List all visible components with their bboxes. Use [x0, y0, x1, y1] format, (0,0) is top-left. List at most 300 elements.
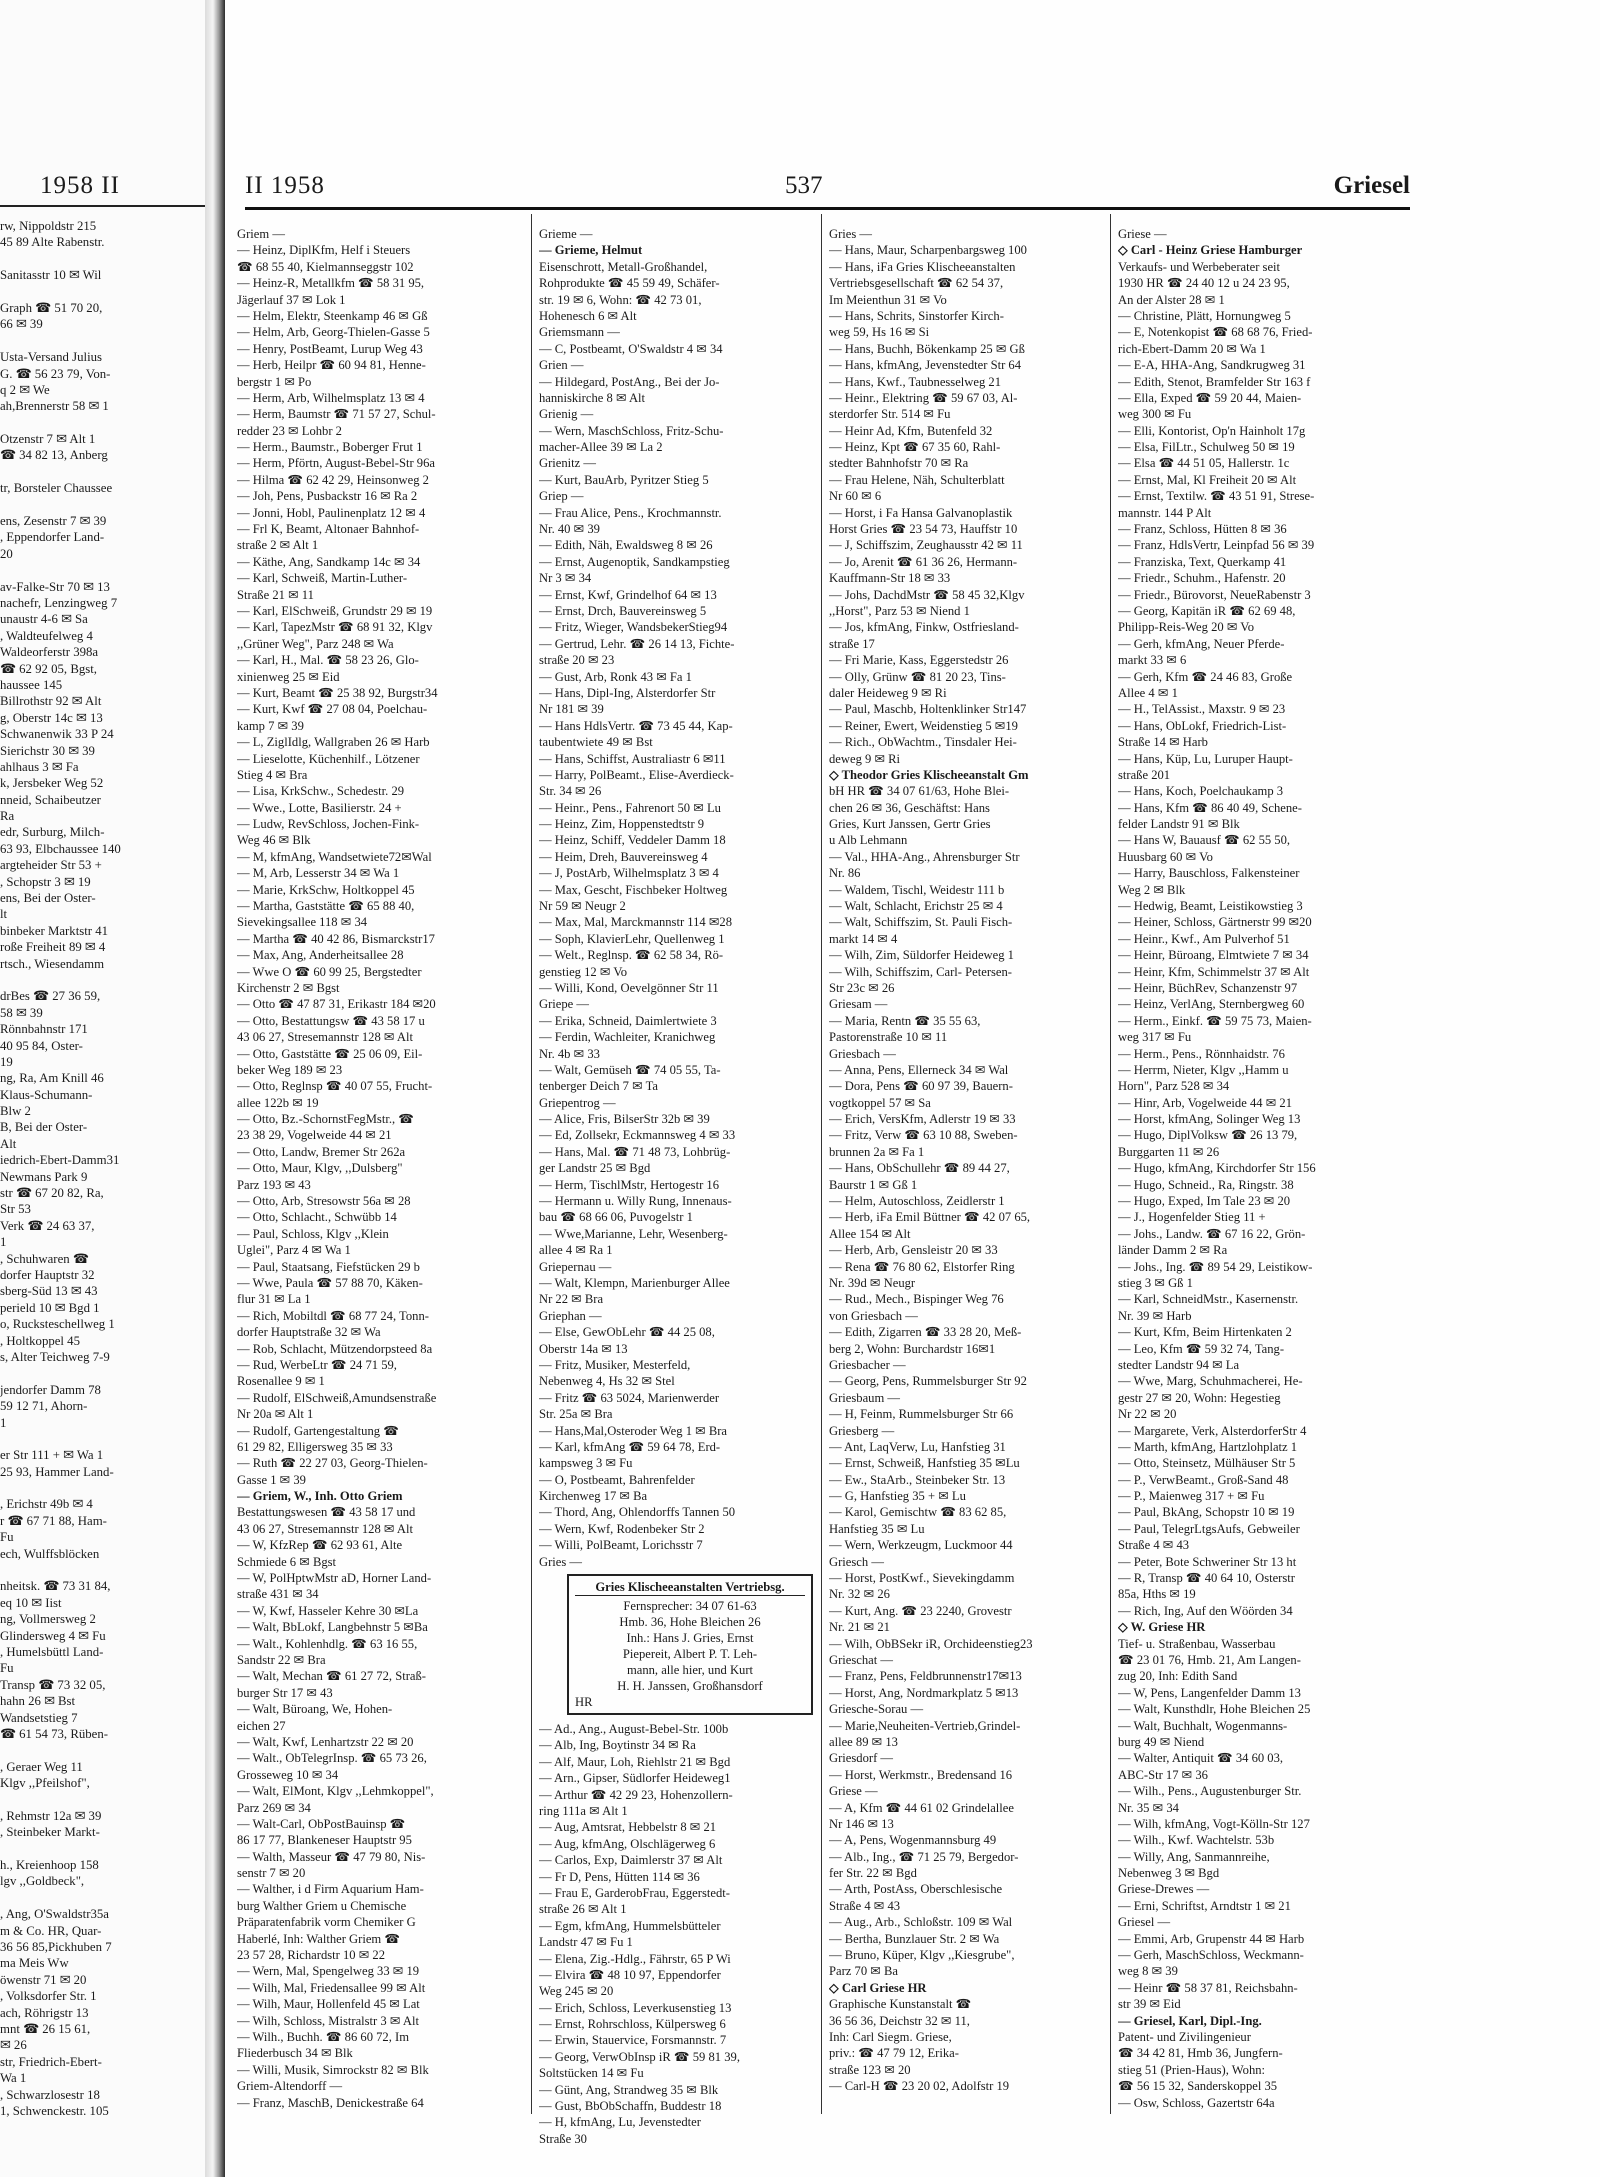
directory-line: ◇ Carl Griese HR [829, 1980, 927, 1995]
directory-line: — Otto, Bestattungsw ☎ 43 58 17 u [237, 1013, 425, 1028]
directory-line: — J., Hogenfelder Stieg 11 + [1118, 1210, 1266, 1225]
page-number: 537 [785, 172, 823, 199]
directory-line: — Karl, TapezMstr ☎ 68 91 32, Klgv [237, 620, 433, 635]
directory-line: — R, Transp ☎ 40 64 10, Osterstr [1118, 1571, 1295, 1586]
directory-line: — Karol, Gemischtw ☎ 83 62 85, [829, 1505, 1007, 1520]
directory-line: — Horst, PostKwf., Sievekingdamm [829, 1571, 1015, 1586]
directory-line: — Paul, BkAng, Schopstr 10 ✉ 19 [1118, 1505, 1295, 1520]
directory-line: — Erich, Schloss, Leverkusenstieg 13 [539, 2000, 732, 2015]
directory-line: ABC-Str 17 ✉ 36 [1118, 1767, 1208, 1782]
directory-line: — Egm, kfmAng, Hummelsbütteler [539, 1918, 721, 1933]
directory-line: — Ernst, Drch, Bauvereinsweg 5 [539, 603, 707, 618]
directory-line: Nr. 39 ✉ Harb [1118, 1308, 1192, 1323]
directory-line: Griesbach — [829, 1046, 896, 1061]
directory-line: — Wilh, Schloss, Mistralstr 3 ✉ Alt [237, 2013, 419, 2028]
directory-line: Waldeorferstr 398a [0, 645, 99, 660]
directory-line: Gasse 1 ✉ 39 [237, 1472, 306, 1487]
directory-line: — Hans W, Bauausf ☎ 62 55 50, [1118, 833, 1291, 848]
directory-line: rw, Nippoldstr 215 [0, 219, 97, 233]
directory-line: , Humelsbüttl Land- [0, 1644, 104, 1659]
directory-line: , Ang, O'Swaldstr35a [0, 1907, 109, 1922]
directory-line: vogtkoppel 57 ✉ Sa [829, 1095, 931, 1110]
directory-line: bergstr 1 ✉ Po [237, 374, 312, 389]
directory-line: — Heinr., Kwf., Am Pulverhof 51 [1118, 931, 1290, 946]
directory-line: ◇ W. Griese HR [1118, 1620, 1206, 1635]
directory-line: 23 38 29, Vogelweide 44 ✉ 21 [237, 1128, 392, 1143]
directory-line: — Ew., StaArb., Steinbeker Str. 13 [829, 1472, 1006, 1487]
directory-line: — Rich, Mobiltdl ☎ 68 77 24, Tonn- [237, 1308, 429, 1323]
directory-line: — Walter, Antiquit ☎ 34 60 03, [1118, 1751, 1284, 1766]
directory-line: eq 10 ✉ Iist [0, 1595, 62, 1610]
directory-line: — Frau Helene, Näh, Schulterblatt [829, 472, 1005, 487]
directory-line: — Soph, KlavierLehr, Quellenweg 1 [539, 931, 725, 946]
directory-line: — Wilh., Kwf. Wachtelstr. 53b [1118, 1833, 1275, 1848]
directory-line: Str. 34 ✉ 26 [539, 784, 602, 799]
directory-line: priv.: ☎ 47 79 12, Erika- [829, 2046, 959, 2061]
directory-line: — Walt, Kunsthdlr, Hohe Bleichen 25 [1118, 1702, 1311, 1717]
directory-line: Sierichstr 30 ✉ 39 [0, 743, 95, 758]
directory-page [225, 0, 1600, 2177]
directory-line: — Herm, Baumstr ☎ 71 57 27, Schul- [237, 407, 436, 422]
directory-line: ma Meis Ww [0, 1956, 69, 1971]
directory-line: — Wilh, Schiffszim, Carl- Petersen- [829, 964, 1013, 979]
directory-line: — Walth, Masseur ☎ 47 79 80, Nis- [237, 1849, 426, 1864]
directory-line: — Walt-Carl, ObPostBauinsp ☎ [237, 1816, 406, 1831]
directory-line: — Hans, Schrits, Sinstorfer Kirch- [829, 308, 1004, 323]
book-gutter [205, 0, 225, 2177]
directory-line: edr, Surburg, Milch- [0, 825, 105, 840]
directory-line: — Hugo, Schneid., Ra, Ringstr. 38 [1118, 1177, 1294, 1192]
directory-line: Rosenallee 9 ✉ 1 [237, 1374, 325, 1389]
directory-line: — Fritz ☎ 63 5024, Marienwerder [539, 1390, 720, 1405]
directory-line: Weg 46 ✉ Blk [237, 833, 311, 848]
directory-line: Blw 2 [0, 1104, 31, 1119]
directory-line: — Herb, iFa Emil Büttner ☎ 42 07 65, [829, 1210, 1031, 1225]
directory-line: str, Friedrich-Ebert- [0, 2054, 102, 2069]
directory-line: — Hans, kfmAng, Jevenstedter Str 64 [829, 358, 1022, 373]
left-page-header: 1958 II [40, 172, 120, 199]
directory-line [0, 284, 200, 300]
directory-line: 85a, Hths ✉ 19 [1118, 1587, 1196, 1602]
directory-line: deweg 9 ✉ Ri [829, 751, 901, 766]
directory-line: 61 29 82, Elligersweg 35 ✉ 33 [237, 1439, 393, 1454]
directory-line: — Frl K, Beamt, Altonaer Bahnhof- [237, 522, 420, 537]
directory-line: genstieg 12 ✉ Vo [539, 964, 628, 979]
directory-line: Gries — [539, 1554, 583, 1569]
directory-line: Griep — [539, 489, 584, 504]
directory-line: — Elli, Kontorist, Op'n Hainholt 17g [1118, 423, 1306, 438]
directory-line: — H., TelAssist., Maxstr. 9 ✉ 23 [1118, 702, 1286, 717]
directory-line: Nr. 35 ✉ 34 [1118, 1800, 1179, 1815]
directory-line: Horst Gries ☎ 23 54 73, Hauffstr 10 [829, 522, 1018, 537]
directory-line: sterdorfer Str. 514 ✉ Fu [829, 407, 951, 422]
directory-line: — Heinr ☎ 58 37 81, Reichsbahn- [1118, 1980, 1298, 1995]
directory-line: binbeker Marktstr 41 [0, 923, 109, 938]
directory-line: — Franz, MaschB, Denickestraße 64 [237, 2095, 424, 2110]
directory-line: 58 ✉ 39 [0, 1005, 43, 1020]
directory-line: — Elvira ☎ 48 10 97, Eppendorfer [539, 1967, 721, 1982]
directory-line: , Waldteufelweg 4 [0, 628, 93, 643]
directory-line: — Gerh, Kfm ☎ 24 46 83, Große [1118, 669, 1293, 684]
directory-line: — Frau E, GarderobFrau, Eggerstedt- [539, 1885, 730, 1900]
directory-line: Otzenstr 7 ✉ Alt 1 [0, 432, 96, 447]
directory-line: — Reiner, Ewert, Weidenstieg 5 ✉19 [829, 718, 1018, 733]
directory-line: Gries, Kurt Janssen, Gertr Gries [829, 817, 991, 832]
directory-line: Kauffmann-Str 18 ✉ 33 [829, 571, 951, 586]
directory-line: — Franz, HdlsVertr, Leinpfad 56 ✉ 39 [1118, 538, 1315, 553]
directory-line: — Herm, Pförtn, August-Bebel-Str 96a [237, 456, 435, 471]
directory-line: str. 19 ✉ 6, Wohn: ☎ 42 73 01, [539, 292, 702, 307]
directory-line: ☎ 34 82 13, Anberg [0, 448, 108, 463]
directory-line: hanniskirche 8 ✉ Alt [539, 390, 646, 405]
directory-line: stedter Landstr 94 ✉ La [1118, 1357, 1240, 1372]
directory-line: — Erich, VersKfm, Adlerstr 19 ✉ 33 [829, 1112, 1016, 1127]
directory-line: rtsch., Wiesendamm [0, 956, 105, 971]
directory-line: — E-A, HHA-Ang, Sandkrugweg 31 [1118, 358, 1306, 373]
directory-line: — Olly, Grünw ☎ 81 20 23, Tins- [829, 669, 1006, 684]
directory-line [0, 497, 200, 513]
directory-line: — Wwe,Marianne, Lehr, Wesenberg- [539, 1226, 728, 1241]
directory-line: — Max, Gescht, Fischbeker Holtweg [539, 882, 728, 897]
directory-line: — Wwe, Marg, Schuhmacherei, He- [1118, 1374, 1303, 1389]
advertisement-line: Piepereit, Albert P. T. Leh- [622, 1647, 758, 1662]
column-divider [531, 214, 532, 2114]
directory-column-3 [829, 226, 1117, 2095]
directory-line: — Paul, Staatsang, Fiefstücken 29 b [237, 1259, 420, 1274]
directory-line: — Hans, Kwf., Taubnesselweg 21 [829, 374, 1002, 389]
directory-line: — Fritz, Musiker, Mesterfeld, [539, 1357, 691, 1372]
directory-line: — Otto, Steinsetz, Mülhäuser Str 5 [1118, 1456, 1296, 1471]
directory-line: — Friedr., Schuhm., Hafenstr. 20 [1118, 571, 1286, 586]
directory-line: — Ernst, Textilw. ☎ 43 51 91, Strese- [1118, 489, 1315, 504]
page-header [225, 172, 1410, 208]
directory-line: — Heinz, Kpt ☎ 67 35 60, Rahl- [829, 440, 1001, 455]
directory-line: Pastorenstraße 10 ✉ 11 [829, 1030, 948, 1045]
directory-line: allee 122b ✉ 19 [237, 1095, 319, 1110]
directory-line: — Val., HHA-Ang., Ahrensburger Str [829, 849, 1020, 864]
directory-line: — Emmi, Arb, Grupenstr 44 ✉ Harb [1118, 1931, 1305, 1946]
directory-line: — Walt, Klempn, Marienburger Allee [539, 1276, 730, 1290]
directory-line: — Peter, Bote Schweriner Str 13 ht [1118, 1554, 1297, 1569]
directory-line: Nr 60 ✉ 6 [829, 489, 882, 504]
directory-line: ☎ 68 55 40, Kielmannseggstr 102 [237, 259, 414, 274]
directory-line: — Kurt, Ang. ☎ 23 2240, Grovestr [829, 1603, 1012, 1618]
directory-line: — Karl, SchneidMstr., Kasernenstr. [1118, 1292, 1299, 1307]
directory-line: — P., Maienweg 317 + ✉ Fu [1118, 1489, 1265, 1504]
directory-line: — Jos, kfmAng, Finkw, Ostfriesland- [829, 620, 1019, 635]
directory-line: ☎ 62 92 05, Bgst, [0, 661, 97, 676]
directory-line: — Otto, Gaststätte ☎ 25 06 09, Eil- [237, 1046, 423, 1061]
left-page-margin [0, 0, 205, 2177]
directory-line: — Hermann u. Willy Rung, Innenaus- [539, 1194, 732, 1209]
directory-line: — Elena, Zig.-Hdlg., Fährstr, 65 P Wi [539, 1951, 731, 1966]
directory-line: länder Damm 2 ✉ Ra [1118, 1243, 1228, 1258]
directory-line [0, 1742, 200, 1758]
directory-line: — Walt., Kohlenhdlg. ☎ 63 16 55, [237, 1636, 418, 1651]
directory-line: ger Landstr 25 ✉ Bgd [539, 1161, 651, 1176]
directory-line: 36 56 36, Deichstr 32 ✉ 11, [829, 2013, 970, 2028]
directory-line: — A, Pens, Wogenmannsburg 49 [829, 1833, 997, 1848]
directory-line: — Edith, Stenot, Bramfelder Str 163 f [1118, 374, 1311, 389]
directory-line: B, Bei der Oster- [0, 1120, 88, 1135]
directory-line: g, Oberstr 14c ✉ 13 [0, 710, 103, 725]
directory-line: Allee 4 ✉ 1 [1118, 685, 1178, 700]
directory-line: — Wilh, Mal, Friedensallee 99 ✉ Alt [237, 1980, 426, 1995]
directory-line: — Wern, Werkzeugm, Luckmoor 44 [829, 1538, 1013, 1553]
directory-line: — Horst, i Fa Hansa Galvanoplastik [829, 505, 1013, 520]
directory-line: — Franziska, Text, Querkamp 41 [1118, 554, 1287, 569]
directory-line: Straße 14 ✉ Harb [1118, 735, 1208, 750]
directory-line: — Franz, Schloss, Hütten 8 ✉ 36 [1118, 522, 1287, 537]
directory-line: — Wilh., Pens., Augustenburger Str. [1118, 1784, 1302, 1799]
directory-line: Parz 70 ✉ Ba [829, 1964, 898, 1979]
directory-line: Klaus-Schumann- [0, 1087, 93, 1102]
directory-line: — L, ZiglIdlg, Wallgraben 26 ✉ Harb [237, 735, 430, 750]
directory-line: Nr 181 ✉ 39 [539, 702, 604, 717]
directory-line: — Erni, Schriftst, Arndtstr 1 ✉ 21 [1118, 1898, 1291, 1913]
directory-line: kampsweg 3 ✉ Fu [539, 1456, 633, 1471]
directory-line: — Wwe, Paula ☎ 57 88 70, Käken- [237, 1276, 423, 1290]
directory-line: — Otto, Reglnsp ☎ 40 07 55, Frucht- [237, 1079, 433, 1094]
directory-line: — Erwin, Stauervice, Forsmannstr. 7 [539, 2033, 727, 2048]
directory-line: Jägerlauf 37 ✉ Lok 1 [237, 292, 346, 307]
directory-line: iedrich-Ebert-Damm31 [0, 1153, 120, 1168]
directory-line: — Rudolf, Gartengestaltung ☎ [237, 1423, 399, 1438]
directory-line: ☎ 23 01 76, Hmb. 21, Am Langen- [1118, 1652, 1301, 1667]
directory-line: straße 17 [829, 636, 875, 651]
directory-line: haussee 145 [0, 677, 63, 692]
directory-line: Allee 154 ✉ Alt [829, 1226, 911, 1241]
directory-line: — Wwe., Lotte, Basilierstr. 24 + [237, 800, 402, 815]
directory-line: Nr. 86 [829, 866, 861, 881]
directory-line: — Heinr., Pens., Fahrenort 50 ✉ Lu [539, 800, 721, 815]
directory-line: — Rich., ObWachtm., Tinsdaler Hei- [829, 735, 1017, 750]
directory-line: , Schwarzlosestr 18 [0, 2087, 100, 2102]
directory-line: , Eppendorfer Land- [0, 530, 105, 545]
directory-line: — Walt, BbLokf, Langbehnstr 5 ✉Ba [237, 1620, 428, 1635]
directory-line: kamp 7 ✉ 39 [237, 718, 304, 733]
directory-line: — Joh, Pens, Pusbackstr 16 ✉ Ra 2 [237, 489, 418, 504]
directory-line: Burggarten 11 ✉ 26 [1118, 1144, 1220, 1159]
directory-line: Graphische Kunstanstalt ☎ [829, 1997, 972, 2012]
directory-line: — Horst, kfmAng, Solinger Weg 13 [1118, 1112, 1301, 1127]
directory-line: — Aug, Amtsrat, Hebbelstr 8 ✉ 21 [539, 1820, 717, 1835]
directory-line: — M, kfmAng, Wandsetwiete72✉Wal [237, 849, 432, 864]
directory-line: — Margarete, Verk, AlsterdorferStr 4 [1118, 1423, 1307, 1438]
directory-line [0, 972, 200, 988]
directory-line: von Griesbach — [829, 1308, 918, 1323]
directory-line: gestr 27 ✉ 20, Wohn: Hegestieg [1118, 1390, 1281, 1405]
directory-line: dorfer Hauptstraße 32 ✉ Wa [237, 1325, 381, 1340]
advertisement-line: Hmb. 36, Hohe Bleichen 26 [619, 1615, 761, 1630]
directory-line: u Alb Lehmann [829, 833, 908, 848]
directory-line: Griese — [1118, 227, 1167, 241]
directory-line: Kirchenstr 2 ✉ Bgst [237, 980, 340, 995]
directory-line: — Kurt, Kfm, Beim Hirtenkaten 2 [1118, 1325, 1292, 1340]
directory-line: — W, PolHptwMstr aD, Horner Land- [237, 1571, 432, 1586]
directory-line: Straße 4 ✉ 43 [1118, 1538, 1190, 1553]
directory-line: — Karl, ElSchweiß, Grundstr 29 ✉ 19 [237, 603, 433, 618]
directory-line: brunnen 2a ✉ Fa 1 [829, 1144, 925, 1159]
directory-line: Hohenesch 6 ✉ Alt [539, 308, 637, 323]
directory-line: — E, Notenkopist ☎ 68 68 76, Fried- [1118, 325, 1313, 340]
directory-line: — Karl, kfmAng ☎ 59 64 78, Erd- [539, 1439, 721, 1454]
directory-line [0, 1431, 200, 1447]
directory-line: — Rud., Mech., Bispinger Weg 76 [829, 1292, 1004, 1307]
directory-line: av-Falke-Str 70 ✉ 13 [0, 579, 110, 594]
advertisement-line: H. H. Janssen, Großhansdorf [617, 1679, 763, 1694]
directory-line: — Willy, Ang, Sanmannreihe, [1118, 1849, 1270, 1864]
directory-line: — Lisa, KrkSchw., Schedestr. 29 [237, 784, 405, 799]
directory-line: Inh: Carl Siegm. Griese, [829, 2029, 952, 2044]
directory-line: — Fr D, Pens, Hütten 114 ✉ 36 [539, 1869, 700, 1884]
directory-line: — Herm, Arb, Wilhelmsplatz 13 ✉ 4 [237, 390, 425, 405]
directory-line: 36 56 85,Pickhuben 7 [0, 1940, 112, 1955]
directory-line: — Rud, WerbeLtr ☎ 24 71 59, [237, 1357, 397, 1372]
directory-line: Grien — [539, 358, 584, 373]
directory-line: Sanitasstr 10 ✉ Wil [0, 268, 102, 283]
directory-line: — Johs., Ing. ☎ 89 54 29, Leistikow- [1118, 1259, 1313, 1274]
directory-line: ◇ Theodor Gries Klischeeanstalt Gm [829, 767, 1029, 782]
directory-line: 1 [0, 1415, 7, 1430]
directory-line: , Schuhwaren ☎ [0, 1251, 89, 1266]
directory-line: — Griem, W., Inh. Otto Griem [237, 1489, 403, 1504]
directory-line: — Kurt, Kwf ☎ 27 08 04, Poelchau- [237, 702, 428, 717]
directory-line: fer Str. 22 ✉ Bgd [829, 1866, 917, 1881]
directory-line: ,,Grüner Weg", Parz 248 ✉ Wa [237, 636, 394, 651]
directory-line: Soltstücken 14 ✉ Fu [539, 2066, 644, 2081]
directory-line: — Herb, Arb, Gensleistr 20 ✉ 33 [829, 1243, 998, 1258]
directory-line: ☎ 56 15 32, Sanderskoppel 35 [1118, 2079, 1278, 2094]
directory-line: jendorfer Damm 78 [0, 1382, 101, 1397]
directory-line: Patent- und Zivilingenieur [1118, 2029, 1251, 2044]
directory-line: Griepentrog — [539, 1095, 616, 1110]
directory-line: 63 93, Elbchaussee 140 [0, 841, 121, 856]
directory-line: — Horst, Ang, Nordmarkplatz 5 ✉13 [829, 1685, 1019, 1700]
directory-line: öwenstr 71 ✉ 20 [0, 1972, 87, 1987]
directory-line: — Hans, Dipl-Ing, Alsterdorfer Str [539, 685, 716, 700]
directory-line: — Hugo, Exped, Im Tale 23 ✉ 20 [1118, 1194, 1291, 1209]
directory-line: daler Heideweg 9 ✉ Ri [829, 685, 947, 700]
directory-line: — Hans, iFa Gries Klischeeanstalten [829, 259, 1016, 274]
directory-line: rich-Ebert-Damm 20 ✉ Wa 1 [1118, 341, 1266, 356]
directory-line: Weg 245 ✉ 20 [539, 1984, 614, 1999]
directory-line: Verkaufs- und Werbeberater seit [1118, 259, 1281, 274]
directory-line: Klgv ,,Pfeilshof", [0, 1776, 90, 1791]
directory-line: — M, Arb, Lesserstr 34 ✉ Wa 1 [237, 866, 400, 881]
directory-line: str ☎ 67 20 82, Ra, [0, 1186, 104, 1201]
directory-line: xinienweg 25 ✉ Eid [237, 669, 340, 684]
directory-line: Fu [0, 1530, 14, 1545]
directory-line: Horn", Parz 528 ✉ 34 [1118, 1079, 1230, 1094]
directory-line: — Wern, Mal, Spengelweg 33 ✉ 19 [237, 1964, 420, 1979]
directory-line: — P., VerwBeamt., Groß-Sand 48 [1118, 1472, 1289, 1487]
directory-line: stieg 3 ✉ Gß 1 [1118, 1276, 1193, 1290]
directory-line: — Wilh, Zim, Süldorfer Heideweg 1 [829, 948, 1014, 963]
directory-line: straße 431 ✉ 34 [237, 1587, 319, 1602]
directory-line [0, 1841, 200, 1857]
directory-line: — Ernst, Augenoptik, Sandkampstieg [539, 554, 730, 569]
directory-line: — Osw, Schloss, Gazertstr 64a [1118, 2095, 1275, 2110]
directory-line: — Heinr, Büroang, Elmtwiete 7 ✉ 34 [1118, 948, 1309, 963]
directory-line: — O, Postbeamt, Bahrenfelder [539, 1472, 695, 1487]
directory-line: — Paul, TelegrLtgsAufs, Gebweiler [1118, 1521, 1300, 1536]
directory-line: Grienig — [539, 407, 594, 422]
directory-line: — Friedr., Bürovorst, NeueRabenstr 3 [1118, 587, 1311, 602]
directory-line: weg 300 ✉ Fu [1118, 407, 1192, 422]
directory-line: — Walt, ElMont, Klgv ,,Lehmkoppel", [237, 1784, 434, 1799]
directory-line: — Elsa ☎ 44 51 05, Hallerstr. 1c [1118, 456, 1290, 471]
directory-line [0, 251, 200, 267]
directory-line: — W, Pens, Langenfelder Damm 13 [1118, 1685, 1301, 1700]
directory-line: flur 31 ✉ La 1 [237, 1292, 311, 1307]
directory-line: — Erika, Schneid, Daimlertwiete 3 [539, 1013, 717, 1028]
directory-line: Haberlé, Inh: Walther Griem ☎ [237, 1931, 401, 1946]
directory-column-2 [539, 226, 827, 2147]
directory-line: — J, Schiffszim, Zeughausstr 42 ✉ 11 [829, 538, 1023, 553]
directory-line [0, 1890, 200, 1906]
directory-line: — Edith, Näh, Ewaldsweg 8 ✉ 26 [539, 538, 713, 553]
directory-line: — Walt, Buchhalt, Wogenmanns- [1118, 1718, 1288, 1733]
directory-line: — Heinz-R, Metallkfm ☎ 58 31 95, [237, 276, 425, 291]
directory-line: Fu [0, 1661, 14, 1676]
directory-line: Glindersweg 4 ✉ Fu [0, 1628, 106, 1643]
directory-line: hahn 26 ✉ Bst [0, 1694, 76, 1709]
directory-line: — Käthe, Ang, Sandkamp 14c ✉ 34 [237, 554, 421, 569]
directory-line: — Ruth ☎ 22 27 03, Georg-Thielen- [237, 1456, 428, 1471]
directory-line: Präparatenfabrik vorm Chemiker G [237, 1915, 416, 1930]
directory-line: Kirchenweg 17 ✉ Ba [539, 1489, 648, 1504]
directory-line: — Herm., Einkf. ☎ 59 75 73, Maien- [1118, 1013, 1312, 1028]
directory-line: — G, Hanfstieg 35 + ✉ Lu [829, 1489, 966, 1504]
directory-line: — Christine, Plätt, Hornungweg 5 [1118, 308, 1291, 323]
directory-line: 40 95 84, Oster- [0, 1038, 83, 1053]
left-page-rule [0, 205, 205, 207]
directory-line: Griesdorf — [829, 1751, 894, 1766]
directory-line: taubentwiete 49 ✉ Bst [539, 735, 653, 750]
directory-line [0, 1562, 200, 1578]
directory-line: Transp ☎ 73 32 05, [0, 1677, 106, 1692]
directory-line: — Hans, Kfm ☎ 86 40 49, Schene- [1118, 800, 1302, 815]
directory-line: — J, PostArb, Wilhelmsplatz 3 ✉ 4 [539, 866, 719, 881]
directory-line: Str 23c ✉ 26 [829, 980, 895, 995]
directory-line: Griesbaum — [829, 1390, 900, 1405]
directory-line: weg 8 ✉ 39 [1118, 1964, 1178, 1979]
directory-line: macher-Allee 39 ✉ La 2 [539, 440, 663, 455]
directory-line: 23 57 28, Richardstr 10 ✉ 22 [237, 1948, 386, 1963]
directory-line: Sandstr 22 ✉ Bra [237, 1652, 326, 1667]
directory-line: Parz 269 ✉ 34 [237, 1800, 311, 1815]
directory-line: r ☎ 67 71 88, Ham- [0, 1513, 107, 1528]
directory-line: — Martha ☎ 40 42 86, Bismarckstr17 [237, 931, 435, 946]
directory-line: — Ernst, Rohrschloss, Külpersweg 6 [539, 2017, 726, 2032]
directory-line: Nr 3 ✉ 34 [539, 571, 592, 586]
directory-line: Nr. 21 ✉ 21 [829, 1620, 890, 1635]
directory-line: Griepe — [539, 997, 590, 1012]
directory-line: — Alb., Ing., ☎ 71 25 79, Bergedor- [829, 1849, 1019, 1864]
directory-line: — Carl-H ☎ 23 20 02, Adolfstr 19 [829, 2079, 1010, 2094]
directory-line: — W, KfzRep ☎ 62 93 61, Alte [237, 1538, 403, 1553]
directory-line: ach, Röhrigstr 13 [0, 2005, 89, 2020]
directory-line: — Leo, Kfm ☎ 59 32 74, Tang- [1118, 1341, 1285, 1356]
directory-line: er Str 111 + ✉ Wa 1 [0, 1448, 104, 1463]
directory-line: — Georg, VerwObInsp iR ☎ 59 81 39, [539, 2049, 740, 2064]
directory-line: Gries — [829, 227, 873, 241]
directory-line: Schwanenwik 33 P 24 [0, 727, 114, 742]
directory-line: — Ernst, Kwf, Grindelhof 64 ✉ 13 [539, 587, 717, 602]
directory-line [0, 1792, 200, 1808]
directory-line: — Max, Mal, Marckmannstr 114 ✉28 [539, 915, 733, 930]
